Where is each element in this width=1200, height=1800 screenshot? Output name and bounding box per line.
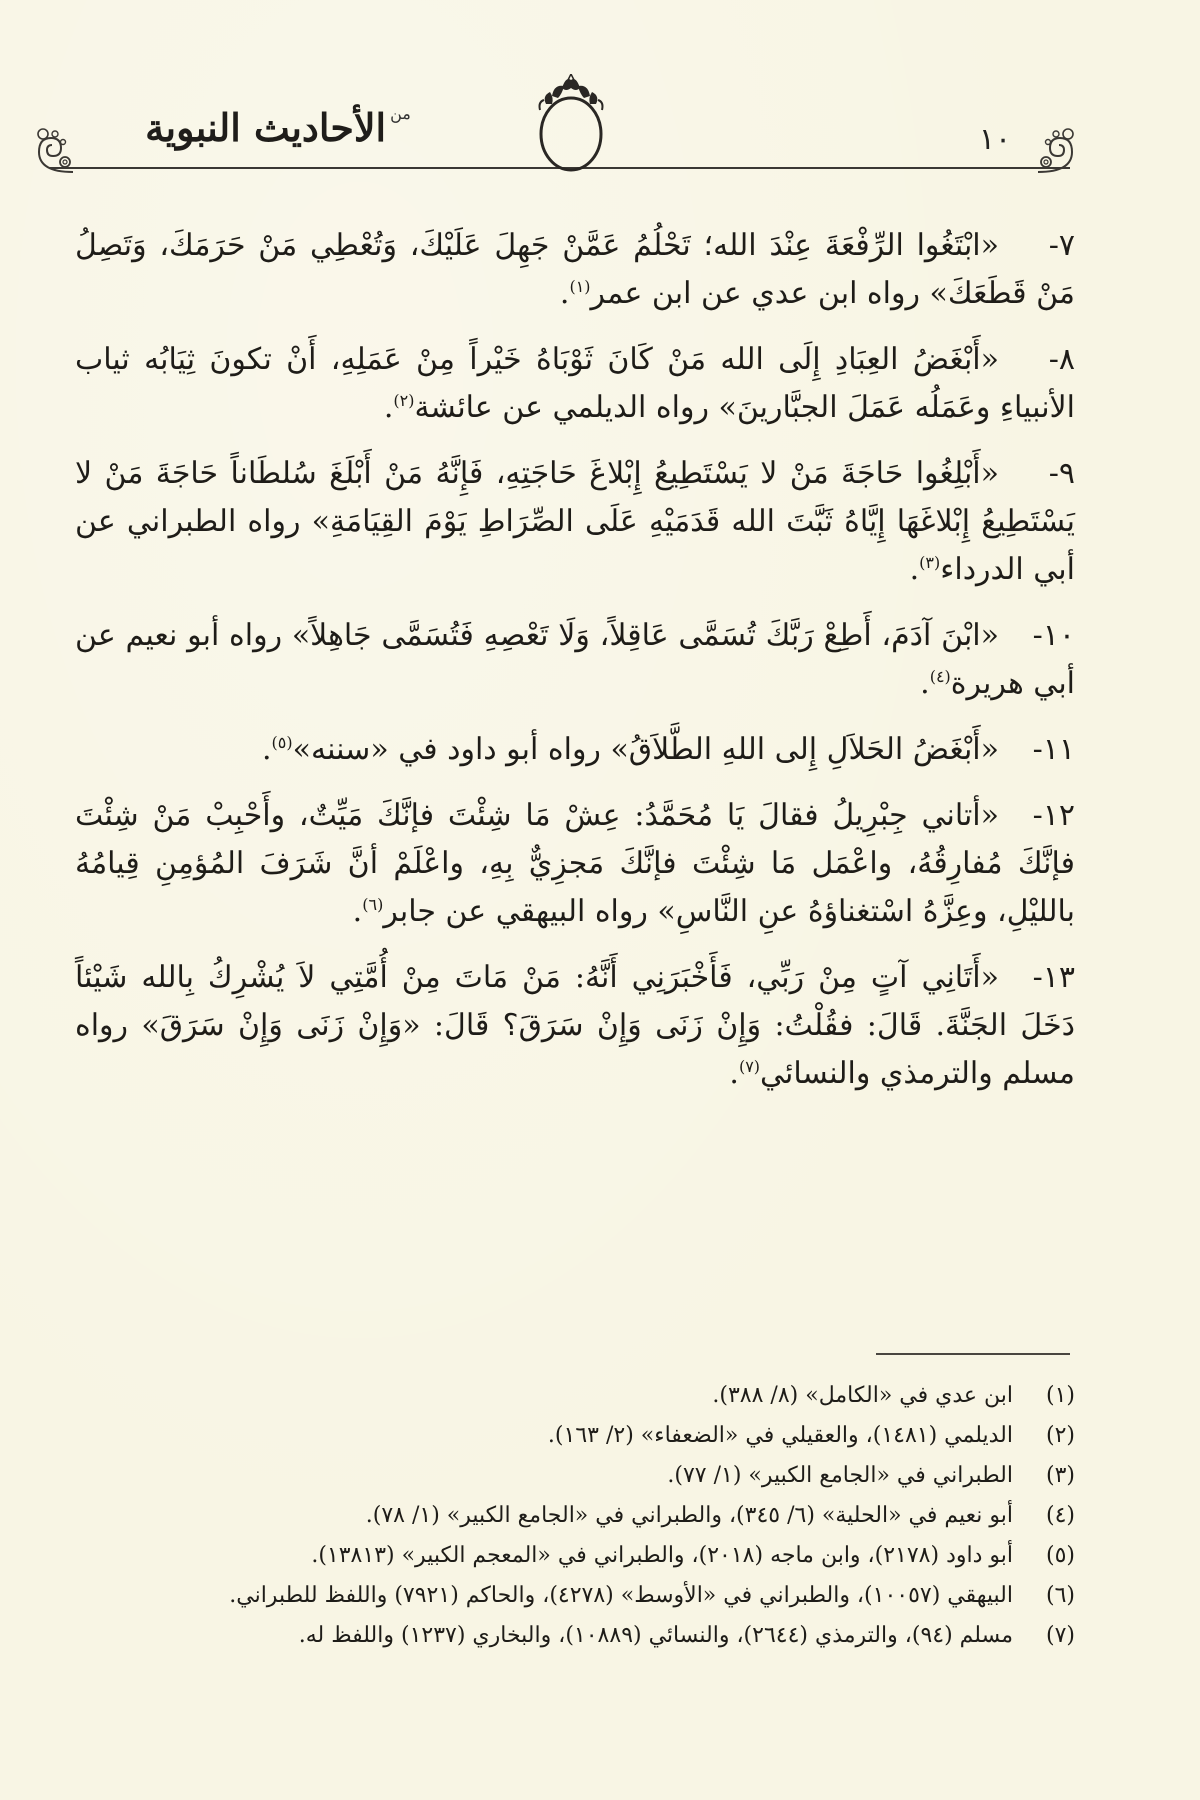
hadith-item xyxy=(75,450,1075,594)
footnote-item xyxy=(75,1456,1075,1496)
period: . xyxy=(559,276,570,311)
hadith-item xyxy=(75,726,1075,774)
period: . xyxy=(352,894,363,929)
hadith-number: ١٠- xyxy=(1032,618,1076,653)
hadith-text: «أَبْلِغُوا حَاجَةَ مَنْ لا يَسْتَطِيعُ إِبْلاغَ حَاجَتِهِ، فَإِنَّهُ مَنْ أَبْلَغَ سُلطَاناً حَاجَةَ مَنْ لا يَسْتَطِيعُ إِبْلاغَهَا إِيَّاهُ ثَبَّتَ الله قَدَمَيْهِ عَلَى الصِّرَاطِ يَوْمَ القِيَامَةِ» رواه الطبراني عن أبي الدرداء xyxy=(75,456,1075,587)
hadith-number: ٨- xyxy=(1048,342,1076,377)
footnote-number: (٥) xyxy=(1045,1543,1075,1568)
hadith-text: «أَبْغَضُ الحَلاَلِ إِلى اللهِ الطَّلاَقُ» رواه أبو داود في «سننه» xyxy=(292,732,999,767)
hadith-item xyxy=(75,222,1075,318)
footnote-number: (١) xyxy=(1045,1383,1075,1408)
hadith-number: ١٣- xyxy=(1032,960,1075,995)
footnote-ref[interactable]: (٦) xyxy=(362,895,384,914)
page-number: ١٠ xyxy=(978,122,1012,157)
page-header xyxy=(0,0,1200,200)
footnote-text: أبو نعيم في «الحلية» (٦/ ٣٤٥)، والطبراني في «الجامع الكبير» (١/ ٧٨). xyxy=(365,1503,1013,1528)
footnote-item xyxy=(75,1576,1075,1616)
hadith-number: ١٢- xyxy=(1032,798,1075,833)
period: . xyxy=(383,390,394,425)
hadith-text: «ابْتَغُوا الرِّفْعَةَ عِنْدَ الله؛ تَحْلُمُ عَمَّنْ جَهِلَ عَلَيْكَ، وَتُعْطِي مَنْ حَرَمَكَ، وَتَصِلُ مَنْ قَطَعَكَ» رواه ابن عدي عن ابن عمر xyxy=(75,228,1075,311)
running-title-prefix: من xyxy=(390,104,411,123)
footnote-ref[interactable]: (١) xyxy=(569,277,591,296)
footnote-ref[interactable]: (٢) xyxy=(393,391,415,410)
footnote-text: الطبراني في «الجامع الكبير» (١/ ٧٧). xyxy=(667,1463,1013,1488)
footnote-number: (٢) xyxy=(1045,1423,1075,1448)
hadith-text: «أَتَانِي آتٍ مِنْ رَبِّي، فَأَخْبَرَنِي أَنَّهُ: مَنْ مَاتَ مِنْ أُمَّتِي لاَ يُشْرِكُ بِالله شَيْئاً دَخَلَ الجَنَّةَ. قَالَ: فقُلْتُ: وَإِنْ زَنَى وَإِنْ سَرَقَ؟ قَالَ: «وَإِنْ زَنَى وَإِنْ سَرَقَ» رواه مسلم والترمذي والنسائي xyxy=(75,960,1075,1091)
footnote-item xyxy=(75,1416,1075,1456)
running-title xyxy=(145,92,411,162)
footnote-number: (٦) xyxy=(1045,1583,1075,1608)
footnote-text: البيهقي (١٠٠٥٧)، والطبراني في «الأوسط» (٤٢٧٨)، والحاكم (٧٩٢١) واللفظ للطبراني. xyxy=(229,1583,1013,1608)
footnote-separator xyxy=(876,1353,1070,1355)
hadith-item xyxy=(75,954,1075,1098)
footnote-number: (٧) xyxy=(1045,1623,1075,1648)
footnote-text: الديلمي (١٤٨١)، والعقيلي في «الضعفاء» (٢/ ١٦٣). xyxy=(547,1423,1013,1448)
footnote-text: ابن عدي في «الكامل» (٨/ ٣٨٨). xyxy=(712,1383,1013,1408)
footnote-ref[interactable]: (٥) xyxy=(271,733,293,752)
running-title-text: الأحاديث النبوية xyxy=(145,104,387,150)
hadith-list xyxy=(75,222,1075,1116)
crown-ring-ornament-icon xyxy=(532,74,610,172)
hadith-item xyxy=(75,612,1075,708)
hadith-item xyxy=(75,336,1075,432)
period: . xyxy=(729,1056,739,1091)
hadith-number: ١١- xyxy=(1032,732,1075,767)
footnote-ref[interactable]: (٣) xyxy=(919,553,941,572)
footnote-number: (٤) xyxy=(1045,1503,1075,1528)
hadith-item xyxy=(75,792,1075,936)
period: . xyxy=(909,552,920,587)
footnote-number: (٣) xyxy=(1045,1463,1075,1488)
footnote-item xyxy=(75,1536,1075,1576)
hadith-number: ٩- xyxy=(1048,456,1075,491)
hadith-text: «أَبْغَضُ العِبَادِ إِلَى الله مَنْ كَانَ ثَوْبَاهُ خَيْراً مِنْ عَمَلِهِ، أَنْ تكونَ ثِيَابُه ثياب الأنبياءِ وعَمَلُه عَمَلَ الجبَّارينَ» رواه الديلمي عن عائشة xyxy=(75,342,1075,425)
footnote-text: مسلم (٩٤)، والترمذي (٢٦٤٤)، والنسائي (١٠٨٨٩)، والبخاري (١٢٣٧) واللفظ له. xyxy=(298,1623,1013,1648)
footnote-item xyxy=(75,1616,1075,1656)
footnote-text: أبو داود (٢١٧٨)، وابن ماجه (٢٠١٨)، والطبراني في «المعجم الكبير» (١٣٨١٣). xyxy=(311,1543,1013,1568)
footnote-item xyxy=(75,1376,1075,1416)
hadith-text: «ابْنَ آدَمَ، أَطِعْ رَبَّكَ تُسَمَّى عَاقِلاً، وَلَا تَعْصِهِ فَتُسَمَّى جَاهِلاً» رواه أبو نعيم عن أبي هريرة xyxy=(75,618,1075,701)
footnote-ref[interactable]: (٤) xyxy=(929,667,951,686)
footnotes xyxy=(75,1376,1075,1656)
hadith-number: ٧- xyxy=(1048,228,1075,263)
period: . xyxy=(262,732,272,767)
hadith-text: «أتاني جِبْرِيلُ فقالَ يَا مُحَمَّدُ: عِشْ مَا شِئْتَ فإنَّكَ مَيِّتٌ، وأَحْبِبْ مَنْ شِئْتَ فإنَّكَ مُفارِقُهُ، واعْمَل مَا شِئْتَ فإنَّكَ مَجزِيٌّ بِهِ، واعْلَمْ أنَّ شَرَفَ المُؤمِنِ قِيامُهُ بالليْلِ، وعِزَّهُ اسْتغناؤهُ عنِ النَّاسِ» رواه البيهقي عن جابر xyxy=(75,798,1075,929)
period: . xyxy=(920,666,930,701)
footnote-item xyxy=(75,1496,1075,1536)
footnote-ref[interactable]: (٧) xyxy=(738,1057,761,1076)
